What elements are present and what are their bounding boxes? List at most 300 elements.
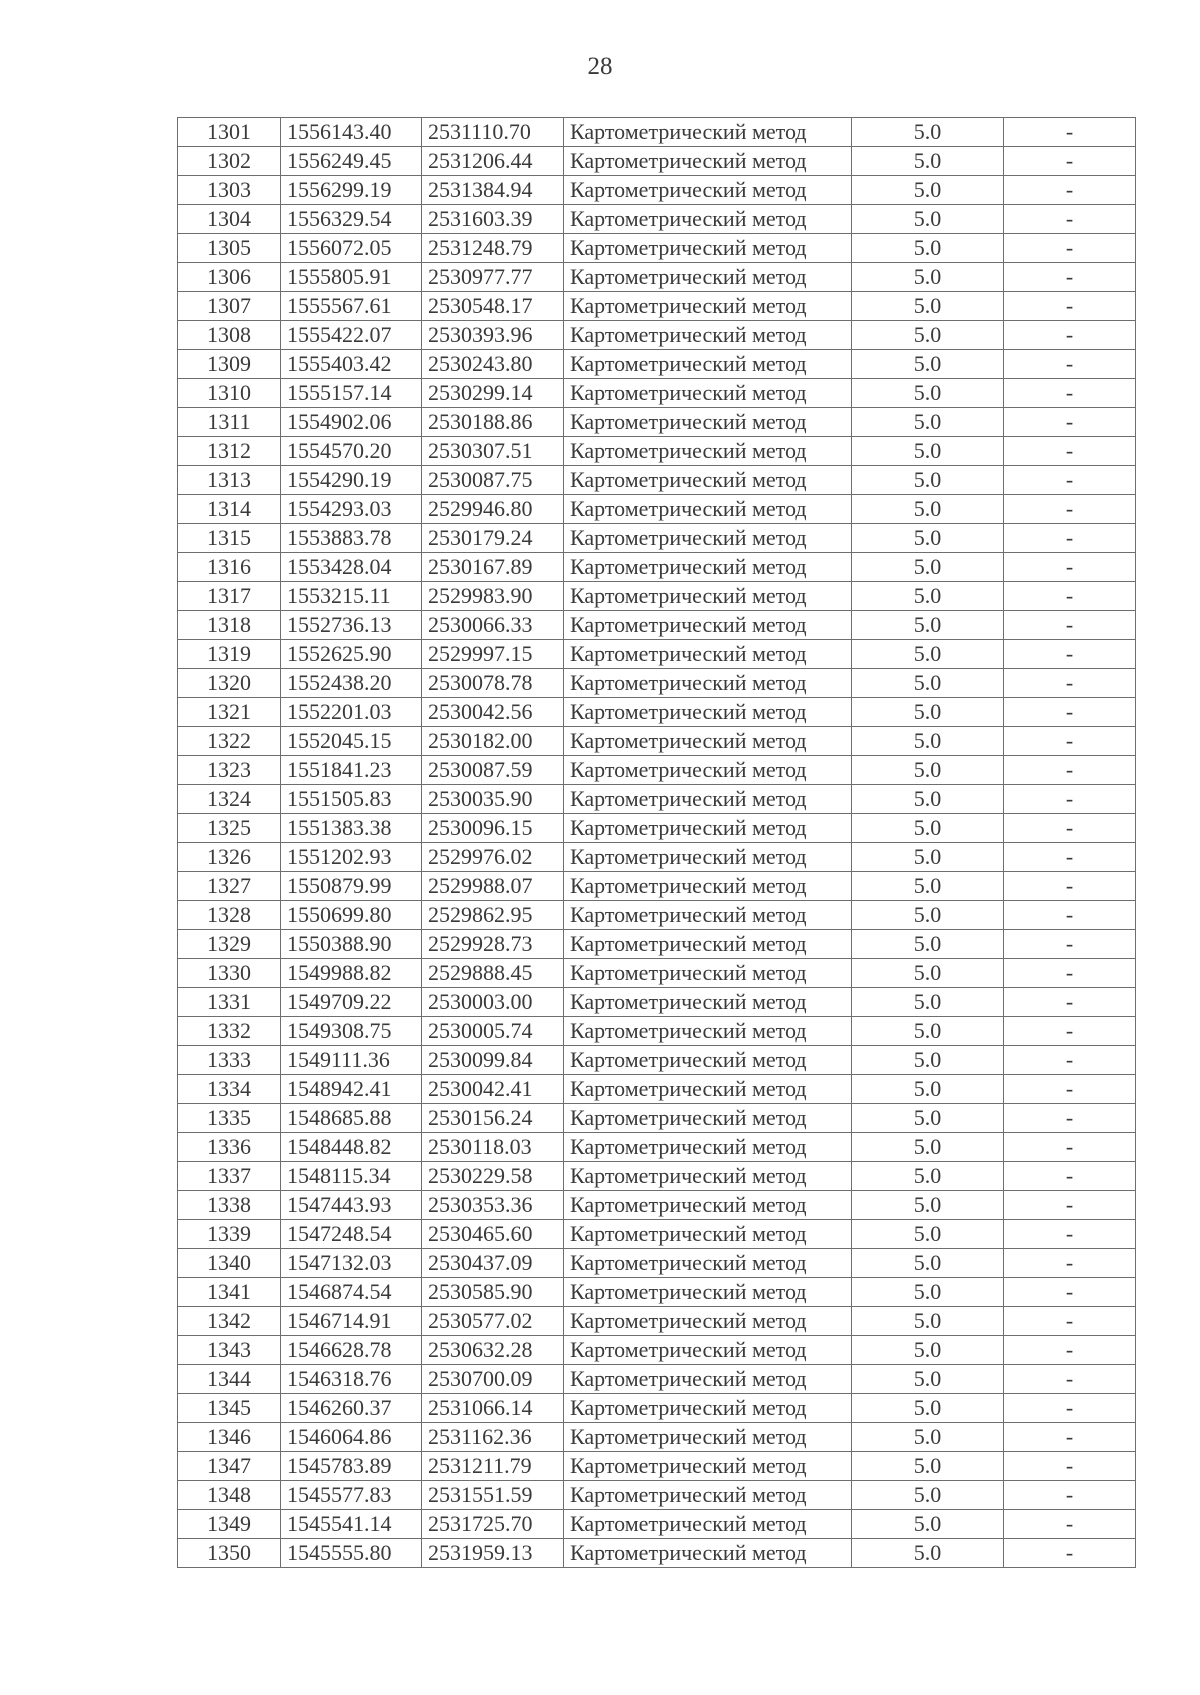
accuracy-cell: 5.0	[852, 553, 1004, 582]
point-number-cell: 1315	[178, 524, 281, 553]
note-cell: -	[1004, 1539, 1136, 1568]
point-number-cell: 1326	[178, 843, 281, 872]
accuracy-cell: 5.0	[852, 1249, 1004, 1278]
x-coordinate-cell: 1555422.07	[281, 321, 422, 350]
point-number-cell: 1316	[178, 553, 281, 582]
accuracy-cell: 5.0	[852, 1278, 1004, 1307]
note-cell: -	[1004, 611, 1136, 640]
note-cell: -	[1004, 553, 1136, 582]
y-coordinate-cell: 2530437.09	[422, 1249, 564, 1278]
point-number-cell: 1341	[178, 1278, 281, 1307]
x-coordinate-cell: 1549308.75	[281, 1017, 422, 1046]
note-cell: -	[1004, 1510, 1136, 1539]
note-cell: -	[1004, 263, 1136, 292]
accuracy-cell: 5.0	[852, 1481, 1004, 1510]
method-cell: Картометрический метод	[564, 756, 852, 785]
note-cell: -	[1004, 118, 1136, 147]
accuracy-cell: 5.0	[852, 379, 1004, 408]
note-cell: -	[1004, 205, 1136, 234]
accuracy-cell: 5.0	[852, 1394, 1004, 1423]
accuracy-cell: 5.0	[852, 1365, 1004, 1394]
method-cell: Картометрический метод	[564, 350, 852, 379]
accuracy-cell: 5.0	[852, 640, 1004, 669]
method-cell: Картометрический метод	[564, 1162, 852, 1191]
table-row	[178, 176, 1136, 205]
note-cell: -	[1004, 756, 1136, 785]
x-coordinate-cell: 1545555.80	[281, 1539, 422, 1568]
y-coordinate-cell: 2530585.90	[422, 1278, 564, 1307]
y-coordinate-cell: 2531384.94	[422, 176, 564, 205]
x-coordinate-cell: 1553883.78	[281, 524, 422, 553]
point-number-cell: 1306	[178, 263, 281, 292]
method-cell: Картометрический метод	[564, 1249, 852, 1278]
accuracy-cell: 5.0	[852, 582, 1004, 611]
method-cell: Картометрический метод	[564, 1104, 852, 1133]
note-cell: -	[1004, 727, 1136, 756]
table-row	[178, 350, 1136, 379]
accuracy-cell: 5.0	[852, 814, 1004, 843]
y-coordinate-cell: 2530078.78	[422, 669, 564, 698]
table-row	[178, 1365, 1136, 1394]
point-number-cell: 1319	[178, 640, 281, 669]
method-cell: Картометрический метод	[564, 524, 852, 553]
accuracy-cell: 5.0	[852, 437, 1004, 466]
x-coordinate-cell: 1545783.89	[281, 1452, 422, 1481]
accuracy-cell: 5.0	[852, 611, 1004, 640]
method-cell: Картометрический метод	[564, 901, 852, 930]
point-number-cell: 1314	[178, 495, 281, 524]
x-coordinate-cell: 1548115.34	[281, 1162, 422, 1191]
table-row	[178, 959, 1136, 988]
x-coordinate-cell: 1552045.15	[281, 727, 422, 756]
table-row	[178, 292, 1136, 321]
x-coordinate-cell: 1546260.37	[281, 1394, 422, 1423]
x-coordinate-cell: 1552625.90	[281, 640, 422, 669]
table-row	[178, 118, 1136, 147]
note-cell: -	[1004, 408, 1136, 437]
x-coordinate-cell: 1545577.83	[281, 1481, 422, 1510]
note-cell: -	[1004, 698, 1136, 727]
note-cell: -	[1004, 292, 1136, 321]
method-cell: Картометрический метод	[564, 1307, 852, 1336]
method-cell: Картометрический метод	[564, 1365, 852, 1394]
method-cell: Картометрический метод	[564, 582, 852, 611]
accuracy-cell: 5.0	[852, 147, 1004, 176]
accuracy-cell: 5.0	[852, 727, 1004, 756]
x-coordinate-cell: 1555157.14	[281, 379, 422, 408]
y-coordinate-cell: 2529946.80	[422, 495, 564, 524]
coordinates-table	[177, 117, 1136, 1568]
point-number-cell: 1302	[178, 147, 281, 176]
coordinates-table-body	[178, 118, 1136, 1568]
y-coordinate-cell: 2530179.24	[422, 524, 564, 553]
method-cell: Картометрический метод	[564, 379, 852, 408]
y-coordinate-cell: 2531211.79	[422, 1452, 564, 1481]
note-cell: -	[1004, 1162, 1136, 1191]
x-coordinate-cell: 1547443.93	[281, 1191, 422, 1220]
y-coordinate-cell: 2531248.79	[422, 234, 564, 263]
point-number-cell: 1339	[178, 1220, 281, 1249]
method-cell: Картометрический метод	[564, 1510, 852, 1539]
table-row	[178, 582, 1136, 611]
accuracy-cell: 5.0	[852, 1307, 1004, 1336]
method-cell: Картометрический метод	[564, 1220, 852, 1249]
point-number-cell: 1349	[178, 1510, 281, 1539]
x-coordinate-cell: 1550699.80	[281, 901, 422, 930]
method-cell: Картометрический метод	[564, 1046, 852, 1075]
point-number-cell: 1323	[178, 756, 281, 785]
y-coordinate-cell: 2529888.45	[422, 959, 564, 988]
y-coordinate-cell: 2530353.36	[422, 1191, 564, 1220]
method-cell: Картометрический метод	[564, 1075, 852, 1104]
point-number-cell: 1310	[178, 379, 281, 408]
table-row	[178, 756, 1136, 785]
point-number-cell: 1330	[178, 959, 281, 988]
x-coordinate-cell: 1545541.14	[281, 1510, 422, 1539]
method-cell: Картометрический метод	[564, 1278, 852, 1307]
x-coordinate-cell: 1550388.90	[281, 930, 422, 959]
method-cell: Картометрический метод	[564, 930, 852, 959]
point-number-cell: 1338	[178, 1191, 281, 1220]
note-cell: -	[1004, 785, 1136, 814]
accuracy-cell: 5.0	[852, 1162, 1004, 1191]
method-cell: Картометрический метод	[564, 234, 852, 263]
point-number-cell: 1336	[178, 1133, 281, 1162]
method-cell: Картометрический метод	[564, 292, 852, 321]
table-row	[178, 321, 1136, 350]
method-cell: Картометрический метод	[564, 176, 852, 205]
accuracy-cell: 5.0	[852, 669, 1004, 698]
point-number-cell: 1348	[178, 1481, 281, 1510]
y-coordinate-cell: 2530066.33	[422, 611, 564, 640]
y-coordinate-cell: 2529976.02	[422, 843, 564, 872]
method-cell: Картометрический метод	[564, 1481, 852, 1510]
y-coordinate-cell: 2530096.15	[422, 814, 564, 843]
x-coordinate-cell: 1550879.99	[281, 872, 422, 901]
point-number-cell: 1324	[178, 785, 281, 814]
note-cell: -	[1004, 1278, 1136, 1307]
table-row	[178, 988, 1136, 1017]
table-row	[178, 930, 1136, 959]
note-cell: -	[1004, 437, 1136, 466]
note-cell: -	[1004, 1365, 1136, 1394]
method-cell: Картометрический метод	[564, 1133, 852, 1162]
table-row	[178, 1104, 1136, 1133]
table-row	[178, 640, 1136, 669]
accuracy-cell: 5.0	[852, 205, 1004, 234]
y-coordinate-cell: 2530393.96	[422, 321, 564, 350]
accuracy-cell: 5.0	[852, 408, 1004, 437]
y-coordinate-cell: 2531551.59	[422, 1481, 564, 1510]
note-cell: -	[1004, 1075, 1136, 1104]
accuracy-cell: 5.0	[852, 1539, 1004, 1568]
x-coordinate-cell: 1554902.06	[281, 408, 422, 437]
point-number-cell: 1325	[178, 814, 281, 843]
table-row	[178, 234, 1136, 263]
y-coordinate-cell: 2529928.73	[422, 930, 564, 959]
point-number-cell: 1308	[178, 321, 281, 350]
point-number-cell: 1321	[178, 698, 281, 727]
accuracy-cell: 5.0	[852, 756, 1004, 785]
point-number-cell: 1301	[178, 118, 281, 147]
table-row	[178, 1191, 1136, 1220]
accuracy-cell: 5.0	[852, 466, 1004, 495]
table-row	[178, 698, 1136, 727]
accuracy-cell: 5.0	[852, 872, 1004, 901]
note-cell: -	[1004, 988, 1136, 1017]
accuracy-cell: 5.0	[852, 1452, 1004, 1481]
table-row	[178, 1510, 1136, 1539]
method-cell: Картометрический метод	[564, 408, 852, 437]
method-cell: Картометрический метод	[564, 988, 852, 1017]
accuracy-cell: 5.0	[852, 524, 1004, 553]
point-number-cell: 1331	[178, 988, 281, 1017]
point-number-cell: 1312	[178, 437, 281, 466]
point-number-cell: 1304	[178, 205, 281, 234]
point-number-cell: 1346	[178, 1423, 281, 1452]
x-coordinate-cell: 1554290.19	[281, 466, 422, 495]
table-row	[178, 843, 1136, 872]
table-row	[178, 1423, 1136, 1452]
point-number-cell: 1309	[178, 350, 281, 379]
note-cell: -	[1004, 176, 1136, 205]
accuracy-cell: 5.0	[852, 234, 1004, 263]
table-row	[178, 814, 1136, 843]
method-cell: Картометрический метод	[564, 321, 852, 350]
method-cell: Картометрический метод	[564, 785, 852, 814]
accuracy-cell: 5.0	[852, 698, 1004, 727]
y-coordinate-cell: 2530182.00	[422, 727, 564, 756]
x-coordinate-cell: 1556299.19	[281, 176, 422, 205]
y-coordinate-cell: 2530035.90	[422, 785, 564, 814]
x-coordinate-cell: 1556143.40	[281, 118, 422, 147]
note-cell: -	[1004, 1046, 1136, 1075]
method-cell: Картометрический метод	[564, 205, 852, 234]
y-coordinate-cell: 2530042.41	[422, 1075, 564, 1104]
accuracy-cell: 5.0	[852, 118, 1004, 147]
method-cell: Картометрический метод	[564, 959, 852, 988]
accuracy-cell: 5.0	[852, 988, 1004, 1017]
y-coordinate-cell: 2531959.13	[422, 1539, 564, 1568]
x-coordinate-cell: 1546318.76	[281, 1365, 422, 1394]
accuracy-cell: 5.0	[852, 1046, 1004, 1075]
y-coordinate-cell: 2531110.70	[422, 118, 564, 147]
point-number-cell: 1303	[178, 176, 281, 205]
y-coordinate-cell: 2530188.86	[422, 408, 564, 437]
accuracy-cell: 5.0	[852, 292, 1004, 321]
point-number-cell: 1327	[178, 872, 281, 901]
note-cell: -	[1004, 843, 1136, 872]
accuracy-cell: 5.0	[852, 1191, 1004, 1220]
y-coordinate-cell: 2530156.24	[422, 1104, 564, 1133]
note-cell: -	[1004, 495, 1136, 524]
page-number: 28	[587, 53, 613, 80]
point-number-cell: 1347	[178, 1452, 281, 1481]
method-cell: Картометрический метод	[564, 727, 852, 756]
note-cell: -	[1004, 901, 1136, 930]
note-cell: -	[1004, 872, 1136, 901]
table-row	[178, 1133, 1136, 1162]
table-row	[178, 437, 1136, 466]
point-number-cell: 1313	[178, 466, 281, 495]
x-coordinate-cell: 1554293.03	[281, 495, 422, 524]
x-coordinate-cell: 1551202.93	[281, 843, 422, 872]
note-cell: -	[1004, 1191, 1136, 1220]
method-cell: Картометрический метод	[564, 1452, 852, 1481]
y-coordinate-cell: 2530229.58	[422, 1162, 564, 1191]
point-number-cell: 1307	[178, 292, 281, 321]
table-row	[178, 466, 1136, 495]
y-coordinate-cell: 2530087.75	[422, 466, 564, 495]
x-coordinate-cell: 1556249.45	[281, 147, 422, 176]
table-row	[178, 1249, 1136, 1278]
x-coordinate-cell: 1548448.82	[281, 1133, 422, 1162]
accuracy-cell: 5.0	[852, 1133, 1004, 1162]
method-cell: Картометрический метод	[564, 553, 852, 582]
y-coordinate-cell: 2530465.60	[422, 1220, 564, 1249]
x-coordinate-cell: 1549988.82	[281, 959, 422, 988]
point-number-cell: 1340	[178, 1249, 281, 1278]
note-cell: -	[1004, 930, 1136, 959]
note-cell: -	[1004, 640, 1136, 669]
y-coordinate-cell: 2530005.74	[422, 1017, 564, 1046]
y-coordinate-cell: 2530167.89	[422, 553, 564, 582]
method-cell: Картометрический метод	[564, 1423, 852, 1452]
y-coordinate-cell: 2531206.44	[422, 147, 564, 176]
accuracy-cell: 5.0	[852, 959, 1004, 988]
point-number-cell: 1350	[178, 1539, 281, 1568]
x-coordinate-cell: 1553215.11	[281, 582, 422, 611]
y-coordinate-cell: 2529997.15	[422, 640, 564, 669]
x-coordinate-cell: 1551841.23	[281, 756, 422, 785]
x-coordinate-cell: 1551383.38	[281, 814, 422, 843]
method-cell: Картометрический метод	[564, 1394, 852, 1423]
accuracy-cell: 5.0	[852, 1017, 1004, 1046]
y-coordinate-cell: 2530243.80	[422, 350, 564, 379]
point-number-cell: 1337	[178, 1162, 281, 1191]
table-row	[178, 379, 1136, 408]
table-row	[178, 524, 1136, 553]
point-number-cell: 1320	[178, 669, 281, 698]
method-cell: Картометрический метод	[564, 466, 852, 495]
x-coordinate-cell: 1549709.22	[281, 988, 422, 1017]
x-coordinate-cell: 1556329.54	[281, 205, 422, 234]
y-coordinate-cell: 2529988.07	[422, 872, 564, 901]
note-cell: -	[1004, 1307, 1136, 1336]
x-coordinate-cell: 1547132.03	[281, 1249, 422, 1278]
table-row	[178, 205, 1136, 234]
table-row	[178, 901, 1136, 930]
method-cell: Картометрический метод	[564, 118, 852, 147]
accuracy-cell: 5.0	[852, 263, 1004, 292]
table-row	[178, 1162, 1136, 1191]
method-cell: Картометрический метод	[564, 1336, 852, 1365]
y-coordinate-cell: 2531603.39	[422, 205, 564, 234]
note-cell: -	[1004, 379, 1136, 408]
point-number-cell: 1343	[178, 1336, 281, 1365]
x-coordinate-cell: 1551505.83	[281, 785, 422, 814]
accuracy-cell: 5.0	[852, 1423, 1004, 1452]
y-coordinate-cell: 2531725.70	[422, 1510, 564, 1539]
table-row	[178, 263, 1136, 292]
method-cell: Картометрический метод	[564, 263, 852, 292]
method-cell: Картометрический метод	[564, 872, 852, 901]
point-number-cell: 1335	[178, 1104, 281, 1133]
method-cell: Картометрический метод	[564, 843, 852, 872]
note-cell: -	[1004, 1249, 1136, 1278]
method-cell: Картометрический метод	[564, 437, 852, 466]
point-number-cell: 1333	[178, 1046, 281, 1075]
note-cell: -	[1004, 1336, 1136, 1365]
point-number-cell: 1342	[178, 1307, 281, 1336]
y-coordinate-cell: 2529862.95	[422, 901, 564, 930]
table-row	[178, 1452, 1136, 1481]
method-cell: Картометрический метод	[564, 640, 852, 669]
note-cell: -	[1004, 1481, 1136, 1510]
point-number-cell: 1328	[178, 901, 281, 930]
table-row	[178, 872, 1136, 901]
note-cell: -	[1004, 959, 1136, 988]
accuracy-cell: 5.0	[852, 321, 1004, 350]
y-coordinate-cell: 2530548.17	[422, 292, 564, 321]
point-number-cell: 1317	[178, 582, 281, 611]
y-coordinate-cell: 2530700.09	[422, 1365, 564, 1394]
y-coordinate-cell: 2530977.77	[422, 263, 564, 292]
accuracy-cell: 5.0	[852, 495, 1004, 524]
table-row	[178, 408, 1136, 437]
table-row	[178, 553, 1136, 582]
table-row	[178, 669, 1136, 698]
x-coordinate-cell: 1554570.20	[281, 437, 422, 466]
point-number-cell: 1305	[178, 234, 281, 263]
x-coordinate-cell: 1552736.13	[281, 611, 422, 640]
x-coordinate-cell: 1546714.91	[281, 1307, 422, 1336]
table-row	[178, 785, 1136, 814]
x-coordinate-cell: 1548942.41	[281, 1075, 422, 1104]
table-row	[178, 1336, 1136, 1365]
table-row	[178, 1075, 1136, 1104]
accuracy-cell: 5.0	[852, 930, 1004, 959]
y-coordinate-cell: 2530632.28	[422, 1336, 564, 1365]
note-cell: -	[1004, 466, 1136, 495]
method-cell: Картометрический метод	[564, 495, 852, 524]
table-row	[178, 727, 1136, 756]
x-coordinate-cell: 1556072.05	[281, 234, 422, 263]
accuracy-cell: 5.0	[852, 901, 1004, 930]
x-coordinate-cell: 1546874.54	[281, 1278, 422, 1307]
note-cell: -	[1004, 814, 1136, 843]
y-coordinate-cell: 2530307.51	[422, 437, 564, 466]
method-cell: Картометрический метод	[564, 698, 852, 727]
note-cell: -	[1004, 1104, 1136, 1133]
method-cell: Картометрический метод	[564, 147, 852, 176]
y-coordinate-cell: 2530099.84	[422, 1046, 564, 1075]
method-cell: Картометрический метод	[564, 1191, 852, 1220]
table-row	[178, 147, 1136, 176]
y-coordinate-cell: 2530042.56	[422, 698, 564, 727]
accuracy-cell: 5.0	[852, 843, 1004, 872]
table-row	[178, 1539, 1136, 1568]
note-cell: -	[1004, 524, 1136, 553]
note-cell: -	[1004, 669, 1136, 698]
note-cell: -	[1004, 1423, 1136, 1452]
table-row	[178, 1220, 1136, 1249]
point-number-cell: 1344	[178, 1365, 281, 1394]
point-number-cell: 1332	[178, 1017, 281, 1046]
accuracy-cell: 5.0	[852, 785, 1004, 814]
method-cell: Картометрический метод	[564, 1017, 852, 1046]
note-cell: -	[1004, 1220, 1136, 1249]
